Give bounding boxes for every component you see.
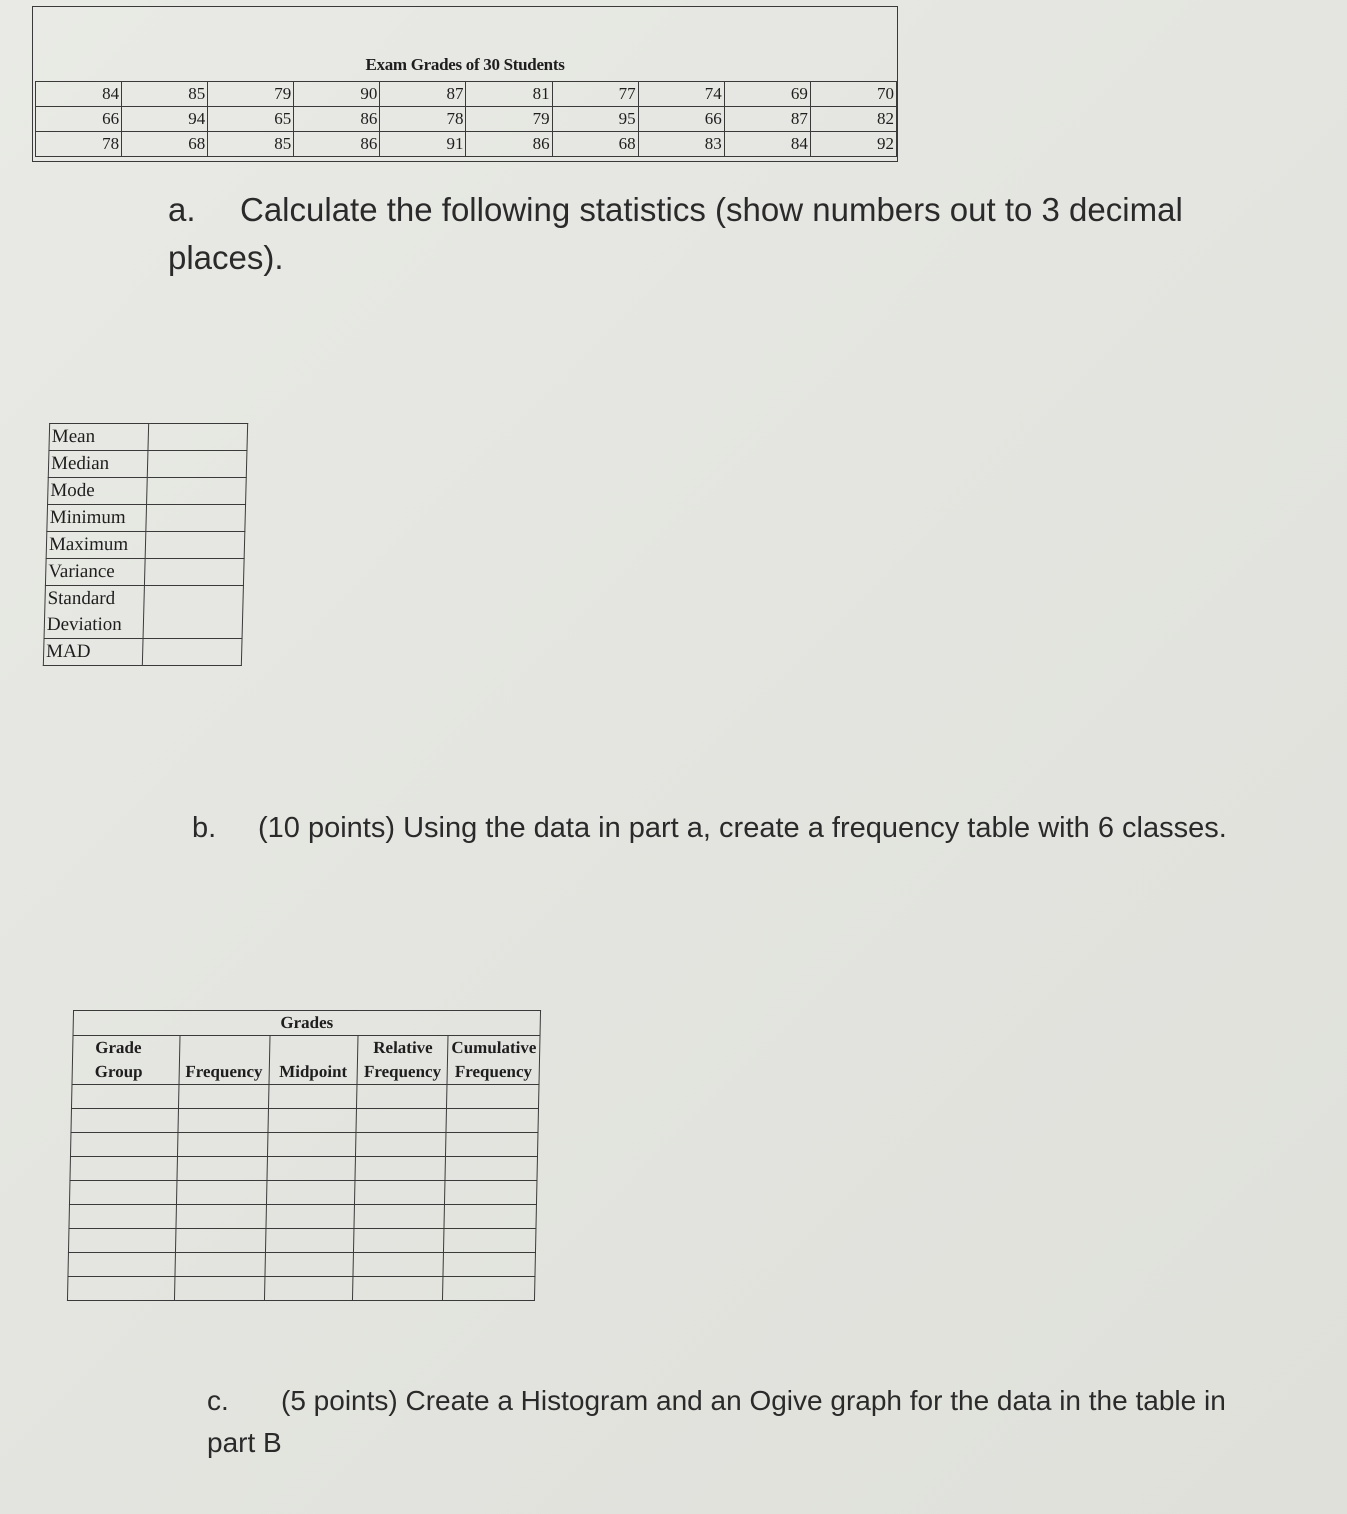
grade-cell: 70 bbox=[810, 82, 896, 107]
empty-cell[interactable] bbox=[175, 1229, 266, 1253]
grade-cell: 78 bbox=[36, 132, 122, 157]
stat-value-mad[interactable] bbox=[142, 639, 242, 666]
exam-grades-panel bbox=[32, 6, 898, 162]
table-row bbox=[68, 1229, 536, 1253]
empty-cell[interactable] bbox=[69, 1205, 176, 1229]
exam-grades-table bbox=[35, 81, 897, 157]
grade-cell: 82 bbox=[810, 107, 896, 132]
table-row bbox=[45, 586, 244, 613]
part-a-text: Calculate the following statistics (show numbers out to 3 decimal places). bbox=[168, 191, 1183, 276]
stat-label-mode: Mode bbox=[48, 478, 148, 505]
empty-cell[interactable] bbox=[443, 1277, 535, 1301]
empty-cell[interactable] bbox=[356, 1109, 447, 1133]
empty-cell[interactable] bbox=[444, 1229, 536, 1253]
empty-cell[interactable] bbox=[357, 1085, 448, 1109]
empty-cell[interactable] bbox=[443, 1253, 535, 1277]
frequency-table bbox=[67, 1010, 541, 1301]
empty-cell[interactable] bbox=[265, 1229, 354, 1253]
table-row bbox=[71, 1085, 539, 1109]
frequency-table-caption: Grades bbox=[73, 1011, 541, 1036]
table-row bbox=[67, 1277, 535, 1301]
empty-cell[interactable] bbox=[178, 1085, 269, 1109]
stat-value-variance[interactable] bbox=[144, 559, 244, 586]
empty-cell[interactable] bbox=[70, 1133, 177, 1157]
grade-cell: 78 bbox=[380, 107, 466, 132]
table-row bbox=[43, 639, 242, 666]
header-frequency-top bbox=[179, 1036, 270, 1061]
grade-cell: 85 bbox=[208, 132, 294, 157]
empty-cell[interactable] bbox=[176, 1181, 267, 1205]
grade-cell: 66 bbox=[36, 107, 122, 132]
exam-grades-title: Exam Grades of 30 Students bbox=[365, 55, 565, 74]
stat-value-median[interactable] bbox=[147, 451, 247, 478]
stat-label-mean: Mean bbox=[49, 424, 149, 451]
empty-cell[interactable] bbox=[264, 1277, 353, 1301]
part-a-question bbox=[168, 186, 1258, 282]
grade-cell: 85 bbox=[122, 82, 208, 107]
header-midpoint-top bbox=[269, 1036, 358, 1061]
grade-cell: 74 bbox=[638, 82, 724, 107]
empty-cell[interactable] bbox=[356, 1133, 447, 1157]
empty-cell[interactable] bbox=[265, 1253, 354, 1277]
grade-cell: 90 bbox=[294, 82, 380, 107]
stat-value-standard-deviation[interactable] bbox=[143, 586, 243, 639]
table-row bbox=[69, 1181, 537, 1205]
empty-cell[interactable] bbox=[268, 1109, 357, 1133]
empty-cell[interactable] bbox=[447, 1085, 539, 1109]
grade-cell: 86 bbox=[294, 132, 380, 157]
grade-cell: 91 bbox=[380, 132, 466, 157]
grade-cell: 68 bbox=[552, 132, 638, 157]
table-row bbox=[71, 1109, 539, 1133]
stat-value-maximum[interactable] bbox=[145, 532, 245, 559]
table-row bbox=[73, 1011, 541, 1036]
stat-value-minimum[interactable] bbox=[146, 505, 246, 532]
empty-cell[interactable] bbox=[67, 1277, 174, 1301]
empty-cell[interactable] bbox=[268, 1085, 357, 1109]
table-row bbox=[47, 505, 246, 532]
part-a-letter: a. bbox=[168, 191, 196, 228]
grade-cell: 86 bbox=[466, 132, 552, 157]
header-frequency: Frequency bbox=[179, 1060, 270, 1085]
stat-label-maximum: Maximum bbox=[46, 532, 146, 559]
header-cumulative-frequency: Frequency bbox=[447, 1060, 539, 1085]
empty-cell[interactable] bbox=[355, 1181, 446, 1205]
grade-cell: 92 bbox=[810, 132, 896, 157]
grade-cell: 87 bbox=[380, 82, 466, 107]
empty-cell[interactable] bbox=[266, 1181, 355, 1205]
table-row bbox=[69, 1205, 537, 1229]
stat-label-deviation: Deviation bbox=[44, 612, 144, 639]
grade-cell: 68 bbox=[122, 132, 208, 157]
grade-cell: 69 bbox=[724, 82, 810, 107]
empty-cell[interactable] bbox=[354, 1229, 445, 1253]
part-b-text: (10 points) Using the data in part a, create a frequency table with 6 classes. bbox=[258, 812, 1227, 844]
grade-cell: 86 bbox=[294, 107, 380, 132]
stat-label-standard: Standard bbox=[45, 586, 145, 613]
empty-cell[interactable] bbox=[444, 1205, 536, 1229]
stat-label-mad: MAD bbox=[43, 639, 143, 666]
empty-cell[interactable] bbox=[445, 1181, 537, 1205]
empty-cell[interactable] bbox=[267, 1157, 356, 1181]
frequency-table-panel bbox=[67, 1010, 543, 1301]
grade-cell: 84 bbox=[36, 82, 122, 107]
empty-cell[interactable] bbox=[177, 1133, 268, 1157]
empty-cell[interactable] bbox=[71, 1109, 178, 1133]
grade-cell: 66 bbox=[638, 107, 724, 132]
part-b-question bbox=[192, 806, 1262, 850]
table-row bbox=[36, 82, 897, 107]
empty-cell[interactable] bbox=[355, 1157, 446, 1181]
grade-cell: 77 bbox=[552, 82, 638, 107]
grade-cell: 65 bbox=[208, 107, 294, 132]
empty-cell[interactable] bbox=[69, 1181, 176, 1205]
header-relative: Relative bbox=[358, 1036, 449, 1061]
empty-cell[interactable] bbox=[446, 1133, 538, 1157]
empty-cell[interactable] bbox=[267, 1133, 356, 1157]
grade-cell: 95 bbox=[552, 107, 638, 132]
stat-label-variance: Variance bbox=[45, 559, 145, 586]
stat-value-mean[interactable] bbox=[148, 424, 248, 451]
part-c-letter: c. bbox=[207, 1385, 229, 1416]
empty-cell[interactable] bbox=[71, 1085, 178, 1109]
table-row bbox=[36, 107, 897, 132]
empty-cell[interactable] bbox=[68, 1229, 175, 1253]
part-c-question bbox=[207, 1380, 1267, 1464]
table-row bbox=[73, 1036, 541, 1061]
empty-cell[interactable] bbox=[445, 1157, 537, 1181]
grade-cell: 84 bbox=[724, 132, 810, 157]
empty-cell[interactable] bbox=[176, 1205, 267, 1229]
stat-label-minimum: Minimum bbox=[47, 505, 147, 532]
grade-cell: 94 bbox=[122, 107, 208, 132]
header-relative-frequency: Frequency bbox=[357, 1060, 448, 1085]
table-row bbox=[48, 451, 247, 478]
part-c-text: (5 points) Create a Histogram and an Ogive graph for the data in the table in part B bbox=[207, 1385, 1226, 1458]
empty-cell[interactable] bbox=[175, 1253, 266, 1277]
table-row bbox=[45, 559, 244, 586]
grade-cell: 79 bbox=[208, 82, 294, 107]
empty-cell[interactable] bbox=[354, 1205, 445, 1229]
empty-cell[interactable] bbox=[177, 1157, 268, 1181]
grade-cell: 81 bbox=[466, 82, 552, 107]
empty-cell[interactable] bbox=[446, 1109, 538, 1133]
table-row bbox=[72, 1060, 540, 1085]
empty-cell[interactable] bbox=[353, 1253, 444, 1277]
part-b-letter: b. bbox=[192, 812, 217, 844]
grade-cell: 87 bbox=[724, 107, 810, 132]
table-row bbox=[48, 478, 247, 505]
stat-value-mode[interactable] bbox=[147, 478, 247, 505]
empty-cell[interactable] bbox=[70, 1157, 177, 1181]
stat-label-median: Median bbox=[48, 451, 148, 478]
header-group: Group bbox=[72, 1060, 179, 1085]
empty-cell[interactable] bbox=[266, 1205, 355, 1229]
empty-cell[interactable] bbox=[353, 1277, 444, 1301]
table-row bbox=[68, 1253, 536, 1277]
empty-cell[interactable] bbox=[68, 1253, 175, 1277]
table-row bbox=[46, 532, 245, 559]
table-row bbox=[49, 424, 248, 451]
grade-cell: 83 bbox=[638, 132, 724, 157]
table-row bbox=[36, 132, 897, 157]
header-midpoint: Midpoint bbox=[269, 1060, 358, 1085]
table-row bbox=[70, 1157, 538, 1181]
table-row bbox=[70, 1133, 538, 1157]
empty-cell[interactable] bbox=[174, 1277, 265, 1301]
header-cumulative: Cumulative bbox=[448, 1036, 540, 1061]
empty-cell[interactable] bbox=[178, 1109, 269, 1133]
header-grade: Grade bbox=[73, 1036, 180, 1061]
statistics-table bbox=[43, 423, 248, 666]
grade-cell: 79 bbox=[466, 107, 552, 132]
